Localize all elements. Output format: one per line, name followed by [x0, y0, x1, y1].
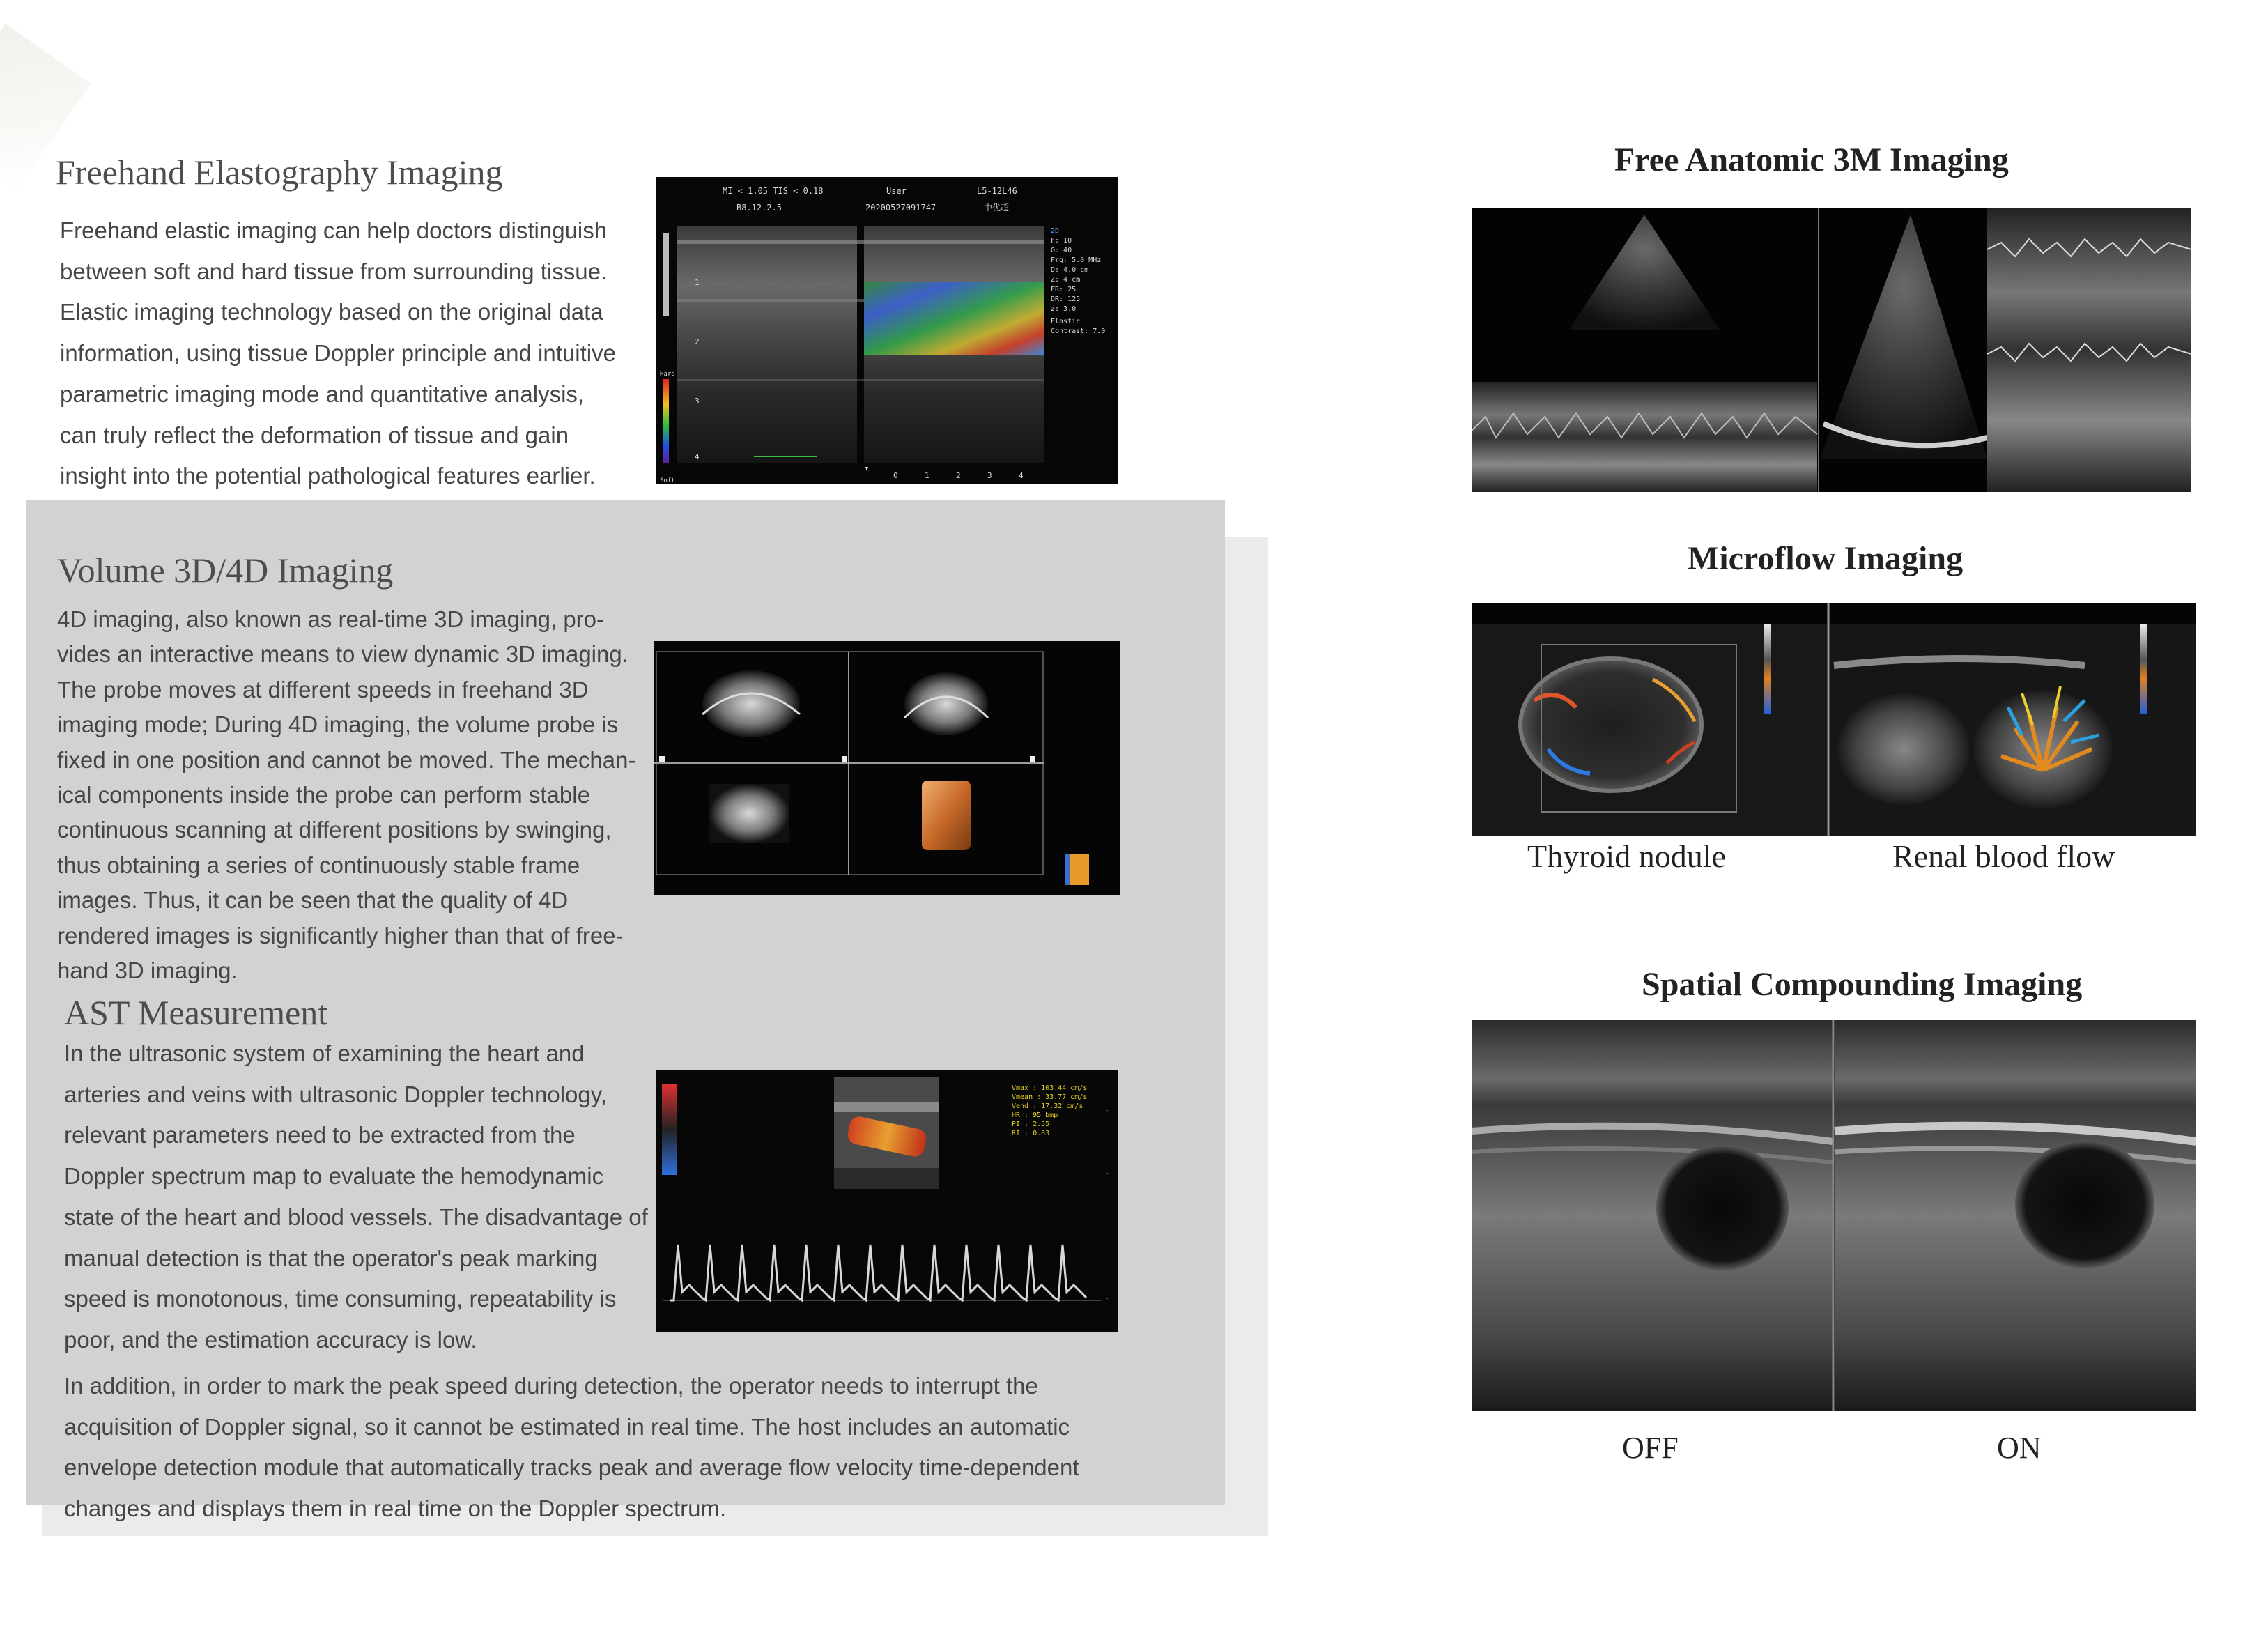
param: F: 10 — [1051, 237, 1072, 245]
readout: RI : 0.83 — [1012, 1130, 1050, 1137]
param: Elastic — [1051, 318, 1081, 325]
volume-4d-screen — [654, 641, 1120, 895]
text-line: hand 3D imaging. — [57, 958, 238, 984]
scale-mark: 2 — [956, 471, 961, 480]
param: D: 4.0 cm — [1051, 266, 1089, 274]
text-line: arteries and veins with ultrasonic Doppler technology, — [64, 1081, 607, 1107]
soft-label: Soft — [660, 477, 675, 484]
param: G: 40 — [1051, 247, 1072, 254]
text-line: manual detection is that the operator's peak marking — [64, 1245, 598, 1271]
volume-description — [57, 602, 635, 988]
text-line: information, using tissue Doppler principle and intuitive — [60, 340, 616, 367]
text-line: 4D imaging, also known as real-time 3D imaging, pro- — [57, 606, 605, 632]
screen-user: User — [886, 186, 907, 196]
text-line: changes and displays them in real time on the Doppler spectrum. — [64, 1496, 727, 1522]
ast-doppler-screen — [656, 1070, 1118, 1332]
volume-title: Volume 3D/4D Imaging — [57, 551, 394, 590]
text-line: fixed in one position and cannot be moved. The mechan- — [57, 746, 636, 773]
microflow-screen — [1472, 603, 2196, 836]
param: Frq: 5.0 MHz — [1051, 256, 1102, 264]
microflow-image — [1472, 603, 2196, 836]
text-line: In the ultrasonic system of examining the heart and — [64, 1040, 585, 1066]
spatial-title: Spatial Compounding Imaging — [1642, 966, 2083, 1003]
caption-renal-blood-flow: Renal blood flow — [1892, 838, 2115, 874]
readout: Vmax : 103.44 cm/s — [1012, 1084, 1088, 1092]
caption-on: ON — [1997, 1431, 2042, 1465]
svg-text:-: - — [1106, 1295, 1109, 1302]
text-line: Elastic imaging technology based on the original data — [60, 299, 603, 325]
text-line: poor, and the estimation accuracy is low. — [64, 1326, 477, 1353]
text-line: insight into the potential pathological features earlier. — [60, 463, 596, 489]
anatomic-3m-screen — [1472, 208, 2191, 492]
param: Z: 4 cm — [1051, 276, 1081, 284]
depth-mark: 4 — [695, 452, 700, 461]
text-line: acquisition of Doppler signal, so it cannot be estimated in real time. The host includes an automatic — [64, 1413, 1070, 1440]
screen-sub3: 中优超 — [984, 203, 1010, 213]
screen-sub2: 20200527091747 — [865, 203, 936, 213]
text-line: envelope detection module that automatically tracks peak and average flow velocity time-dependent — [64, 1454, 1079, 1481]
text-line: vides an interactive means to view dynamic 3D imaging. — [57, 641, 628, 668]
text-line: can truly reflect the deformation of tissue and gain — [60, 422, 569, 448]
text-line: speed is monotonous, time consuming, repeatability is — [64, 1286, 617, 1312]
elastography-description — [60, 210, 616, 497]
microflow-title: Microflow Imaging — [1688, 540, 1964, 577]
caption-thyroid-nodule: Thyroid nodule — [1527, 838, 1726, 874]
text-line: parametric imaging mode and quantitative analysis, — [60, 380, 585, 407]
elastography-title: Freehand Elastography Imaging — [56, 153, 503, 192]
screen-sub1: B8.12.2.5 — [736, 203, 782, 213]
depth-mark: 3 — [695, 397, 700, 406]
text-line: ical components inside the probe can perform stable — [57, 782, 590, 808]
readout: Vmean : 33.77 cm/s — [1012, 1093, 1088, 1101]
hard-label: Hard — [660, 371, 675, 378]
text-line: Freehand elastic imaging can help doctors distinguish — [60, 217, 608, 243]
elastography-image — [656, 177, 1118, 484]
anatomic-3m-image — [1472, 208, 2191, 492]
param: FR: 25 — [1051, 286, 1077, 293]
anatomic-title: Free Anatomic 3M Imaging — [1614, 141, 2009, 178]
text-line: In addition, in order to mark the peak speed during detection, the operator needs to interrupt the — [64, 1373, 1038, 1399]
readout: PI : 2.55 — [1012, 1121, 1050, 1128]
readout: Vend : 17.32 cm/s — [1012, 1102, 1083, 1110]
svg-text:-: - — [1106, 1233, 1109, 1239]
scale-mark: 4 — [1019, 471, 1024, 480]
text-line: The probe moves at different speeds in freehand 3D — [57, 676, 589, 702]
ast-title: AST Measurement — [64, 993, 328, 1032]
scale-mark: 3 — [987, 471, 992, 480]
scale-mark: 0 — [893, 471, 898, 480]
depth-mark: 2 — [695, 337, 700, 346]
text-line: relevant parameters need to be extracted from the — [64, 1122, 576, 1148]
param: 2D — [1051, 227, 1060, 235]
param: Contrast: 7.0 — [1051, 328, 1106, 335]
text-line: rendered images is significantly higher than that of free- — [57, 922, 624, 948]
text-line: Doppler spectrum map to evaluate the hemodynamic — [64, 1163, 604, 1190]
screen-mi: MI < 1.05 TIS < 0.18 — [723, 186, 824, 196]
screen-code: L5-12L46 — [977, 186, 1017, 196]
text-line: state of the heart and blood vessels. The disadvantage of — [64, 1204, 648, 1230]
svg-text:-: - — [1106, 1107, 1109, 1114]
readout: HR : 95 bmp — [1012, 1112, 1058, 1119]
ast-doppler-image — [656, 1070, 1118, 1332]
text-line: images. Thus, it can be seen that the quality of 4D — [57, 887, 569, 914]
ast-extra-description — [64, 1366, 1079, 1530]
text-line: imaging mode; During 4D imaging, the volume probe is — [57, 712, 619, 738]
svg-text:-: - — [1106, 1170, 1109, 1176]
spatial-compounding-image — [1472, 1020, 2196, 1411]
depth-mark: 1 — [695, 278, 700, 287]
caption-off: OFF — [1622, 1431, 1679, 1465]
param: DR: 125 — [1051, 295, 1081, 303]
text-line: continuous scanning at different positions by swinging, — [57, 817, 612, 843]
spatial-compounding-screen — [1472, 1020, 2196, 1411]
volume-4d-image — [654, 641, 1120, 895]
elastography-screen — [656, 177, 1118, 484]
text-line: thus obtaining a series of continuously stable frame — [57, 852, 580, 878]
ast-description — [64, 1033, 648, 1361]
scale-mark: 1 — [925, 471, 929, 480]
text-line: between soft and hard tissue from surrounding tissue. — [60, 258, 608, 284]
param: z: 3.0 — [1051, 305, 1077, 313]
